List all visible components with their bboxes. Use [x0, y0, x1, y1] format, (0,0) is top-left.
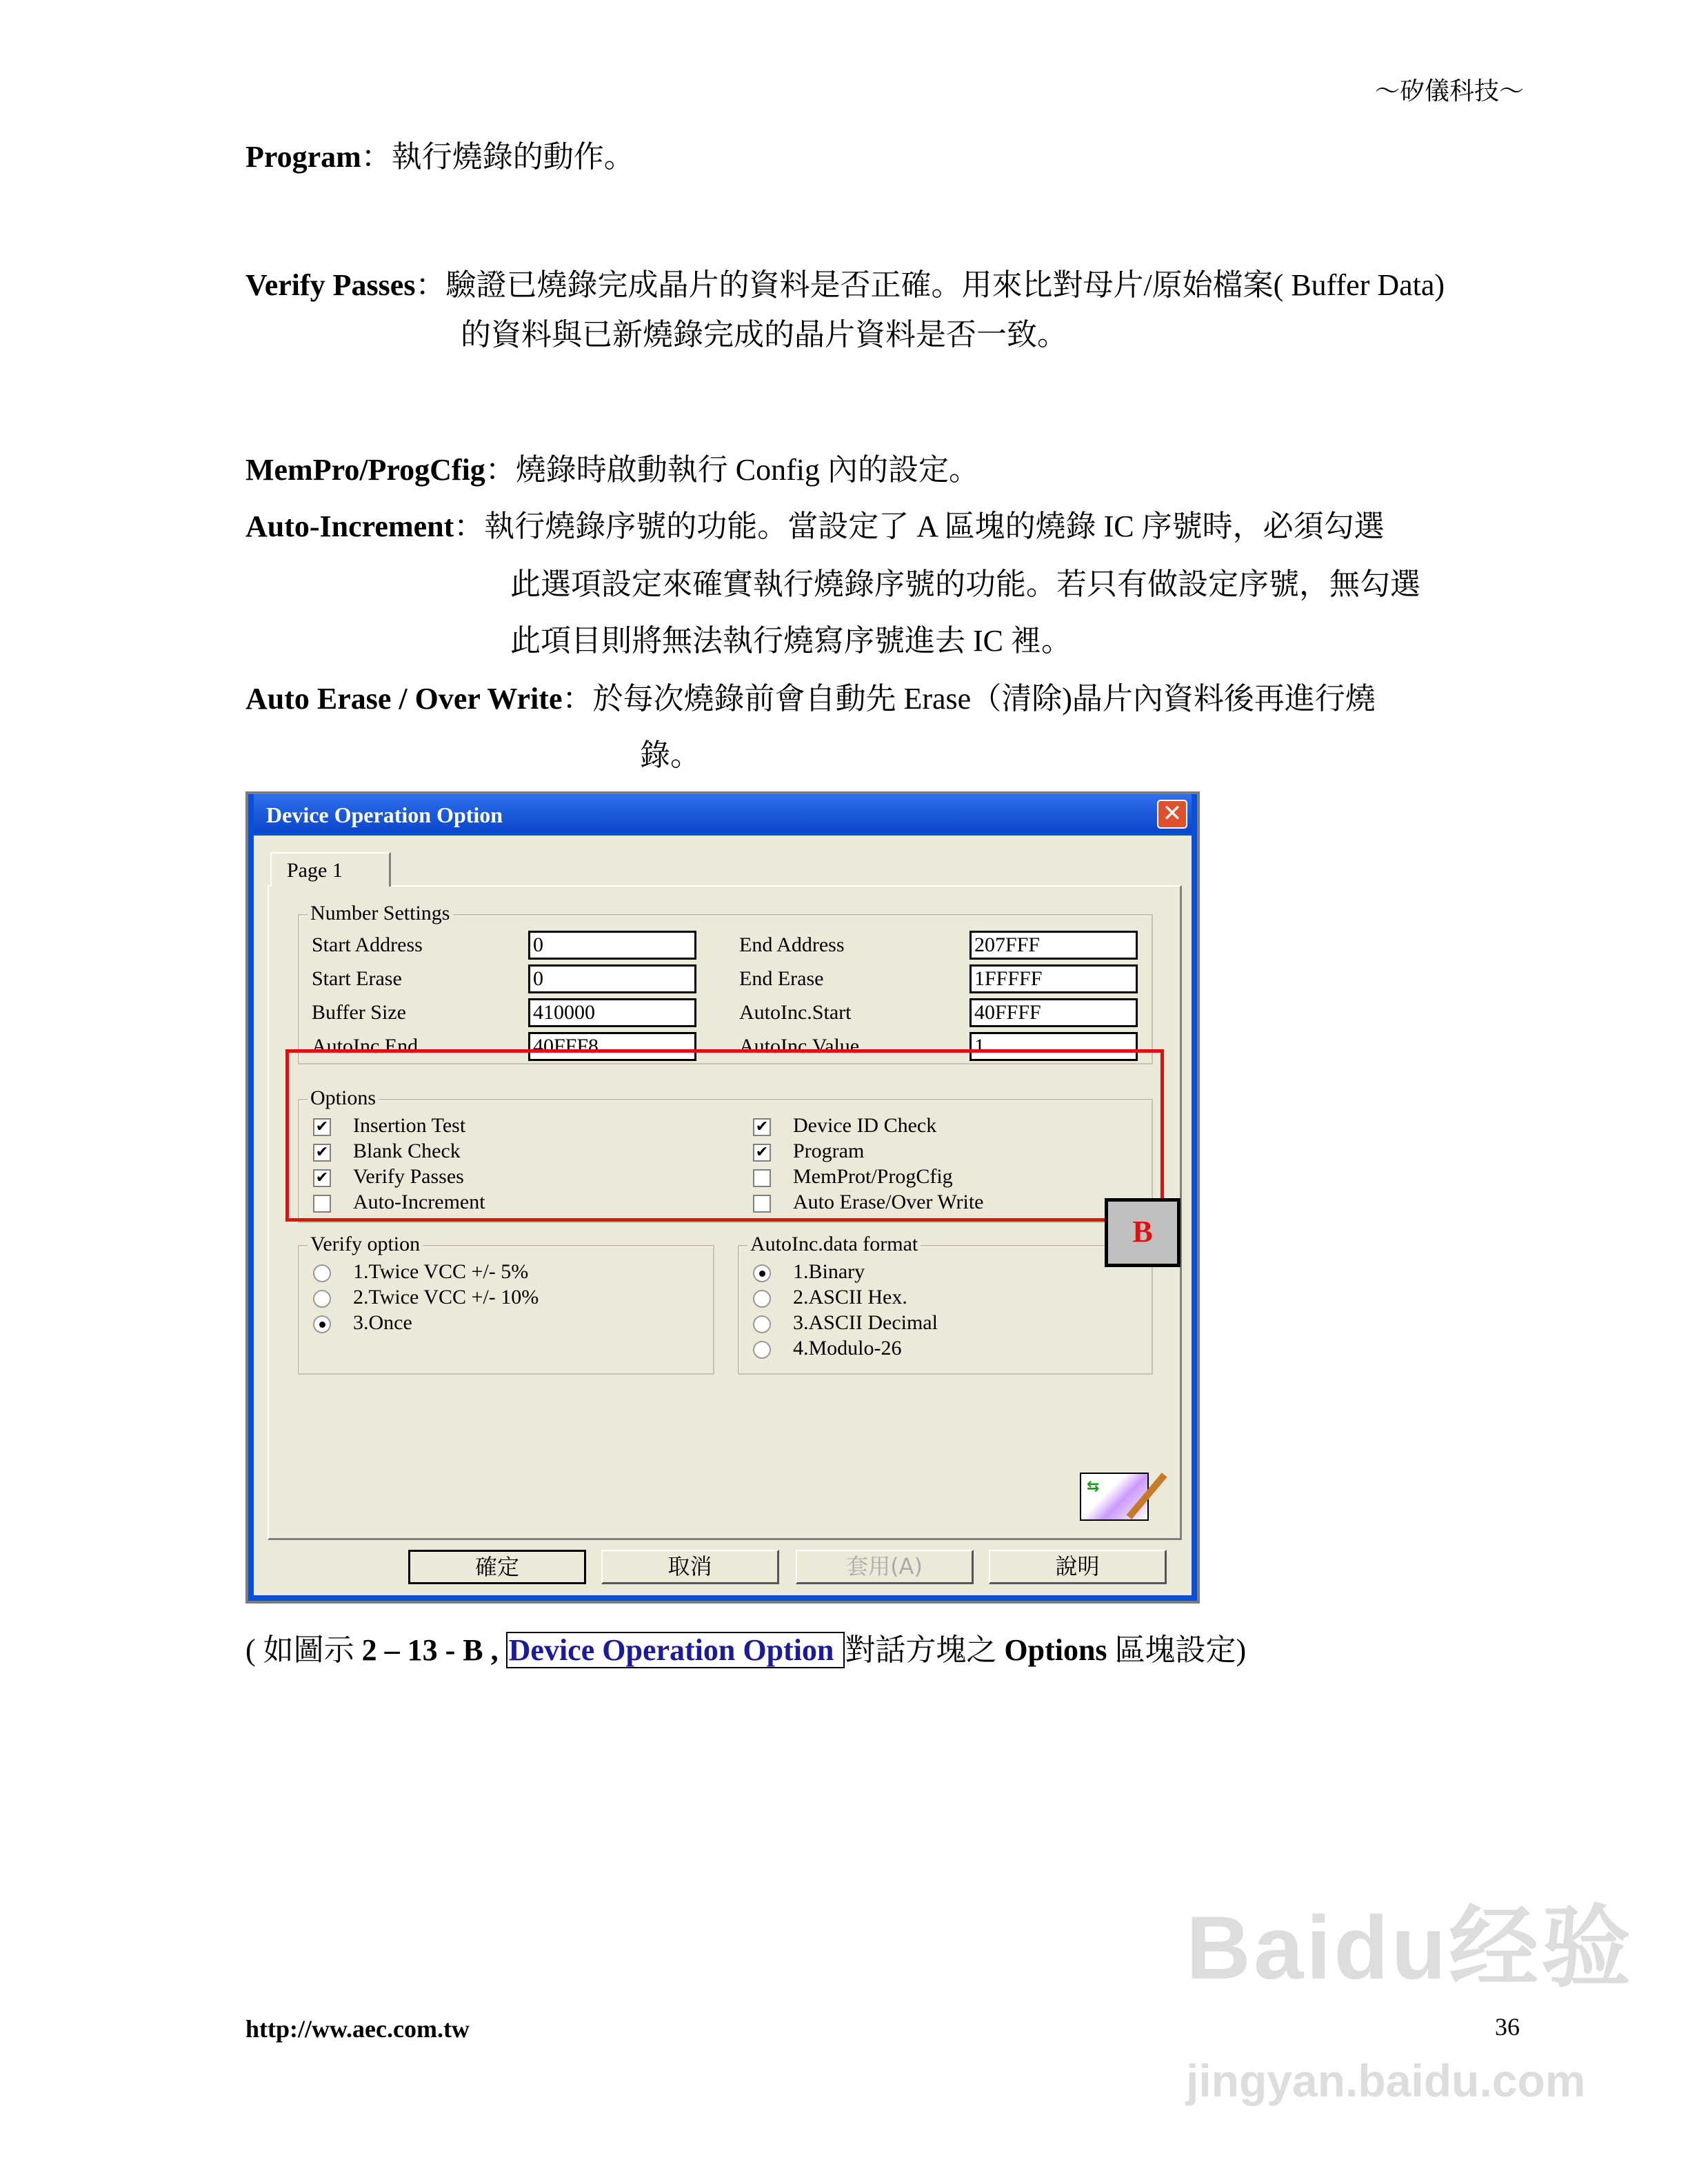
program-para: [245, 142, 634, 172]
field-input[interactable]: 40FFF8: [528, 1032, 696, 1061]
radio-button[interactable]: [313, 1264, 331, 1282]
checkbox[interactable]: ✔: [313, 1169, 331, 1187]
term: Auto-Increment: [245, 509, 454, 543]
field-input[interactable]: 0: [528, 964, 696, 993]
field-label: AutoInc.End: [312, 1035, 419, 1058]
watermark-brand: Baidu经验: [1186, 1897, 1634, 1998]
field-label: Start Address: [312, 933, 423, 956]
group-label: AutoInc.data format: [747, 1233, 921, 1256]
desc: ：燒錄時啟動執行 Config 內的設定。: [485, 453, 980, 487]
field-label: End Address: [739, 933, 845, 956]
watermark-url: jingyan.baidu.com: [1186, 2055, 1586, 2106]
term: Verify Passes: [245, 268, 416, 302]
checkbox-label: Auto-Increment: [353, 1191, 485, 1213]
field-input[interactable]: 0: [528, 931, 696, 960]
autoinc-para: [245, 509, 1385, 543]
verify-para: [245, 270, 1445, 301]
field-label: AutoInc.Value: [739, 1035, 860, 1058]
field-label: Start Erase: [312, 967, 402, 990]
autoinc-para-cont: 此項目則將無法執行燒寫序號進去 IC 裡。: [510, 624, 1072, 658]
cancel-button[interactable]: 取消: [601, 1550, 779, 1584]
autoinc-para-cont: 此選項設定來確實執行燒錄序號的功能。若只有做設定序號，無勾選: [510, 567, 1420, 601]
caption-fig: 2 – 13 - B ,: [361, 1633, 499, 1667]
group-label: Number Settings: [308, 902, 453, 925]
radio-button[interactable]: [753, 1315, 771, 1333]
apply-button[interactable]: 套用(A): [796, 1550, 974, 1584]
footer-url[interactable]: http://ww.aec.com.tw: [245, 2015, 470, 2043]
group-label: Verify option: [308, 1233, 423, 1256]
checkbox-label: Auto Erase/Over Write: [793, 1191, 984, 1213]
caption-prefix: ( 如圖示: [245, 1633, 362, 1667]
dialog-title: Device Operation Option: [266, 802, 503, 827]
caption-options: Options: [1004, 1633, 1107, 1667]
term: Auto Erase / Over Write: [245, 682, 563, 716]
radio-label: 4.Modulo-26: [793, 1337, 902, 1359]
caption-mid: 對話方塊之: [845, 1633, 1005, 1667]
checkbox[interactable]: ✔: [753, 1118, 771, 1136]
caption-suffix: 區塊設定): [1107, 1633, 1247, 1667]
ok-button[interactable]: 確定: [408, 1550, 586, 1584]
verify-para-cont: 的資料與已新燒錄完成的晶片資料是否一致。: [461, 318, 1067, 352]
radio-label: 2.ASCII Hex.: [793, 1286, 907, 1308]
checkbox-label: Device ID Check: [793, 1114, 937, 1137]
checkbox-label: MemProt/ProgCfig: [793, 1165, 953, 1188]
close-icon[interactable]: ✕: [1157, 800, 1187, 829]
desc: ：驗證已燒錄完成晶片的資料是否正確。用來比對母片/原始檔案( Buffer Data): [415, 268, 1445, 302]
checkbox[interactable]: ✔: [313, 1144, 331, 1162]
field-input[interactable]: 410000: [528, 998, 696, 1027]
dialog-titlebar: [254, 794, 1192, 833]
field-label: Buffer Size: [312, 1001, 406, 1024]
edit-note-icon[interactable]: ⇆: [1080, 1473, 1149, 1521]
tab-page-1[interactable]: Page 1: [270, 852, 391, 887]
desc: ：執行燒錄序號的功能。當設定了 A 區塊的燒錄 IC 序號時，必須勾選: [454, 509, 1385, 543]
page-number: 36: [1495, 2013, 1520, 2041]
caption-link[interactable]: Device Operation Option: [506, 1632, 845, 1668]
field-input[interactable]: 1: [969, 1032, 1138, 1061]
radio-label: 3.ASCII Decimal: [793, 1311, 938, 1334]
checkbox-label: Insertion Test: [353, 1114, 466, 1137]
marker-label: B: [1105, 1198, 1180, 1267]
radio-button[interactable]: [753, 1290, 771, 1308]
radio-label: 2.Twice VCC +/- 10%: [353, 1286, 539, 1308]
radio-button[interactable]: [313, 1315, 331, 1333]
checkbox[interactable]: ✔: [753, 1144, 771, 1162]
field-label: AutoInc.Start: [739, 1001, 852, 1024]
field-label: End Erase: [739, 967, 824, 990]
desc: ：執行燒錄的動作。: [361, 140, 634, 174]
field-input[interactable]: 1FFFFF: [969, 964, 1138, 993]
mempro-para: [245, 455, 979, 485]
term: Program: [245, 140, 361, 174]
checkbox-label: Program: [793, 1140, 865, 1162]
term: MemPro/ProgCfig: [245, 453, 485, 487]
radio-label: 1.Twice VCC +/- 5%: [353, 1260, 529, 1283]
figure-caption: [245, 1635, 1246, 1666]
radio-button[interactable]: [753, 1341, 771, 1359]
help-button[interactable]: 說明: [989, 1550, 1167, 1584]
radio-button[interactable]: [313, 1290, 331, 1308]
group-label: Options: [308, 1086, 379, 1110]
field-input[interactable]: 207FFF: [969, 931, 1138, 960]
highlight-box: [285, 1049, 1164, 1222]
company-header: ～矽儀科技～: [1374, 77, 1524, 105]
radio-label: 3.Once: [353, 1311, 412, 1334]
radio-label: 1.Binary: [793, 1260, 865, 1283]
checkbox-label: Blank Check: [353, 1140, 461, 1162]
autoerase-para: [245, 684, 1376, 714]
desc: ：於每次燒錄前會自動先 Erase（清除)晶片內資料後再進行燒: [562, 682, 1376, 716]
radio-button[interactable]: [753, 1264, 771, 1282]
checkbox-label: Verify Passes: [353, 1165, 464, 1188]
autoerase-para-cont: 錄。: [640, 738, 701, 772]
field-input[interactable]: 40FFFF: [969, 998, 1138, 1027]
checkbox[interactable]: ✔: [313, 1118, 331, 1136]
